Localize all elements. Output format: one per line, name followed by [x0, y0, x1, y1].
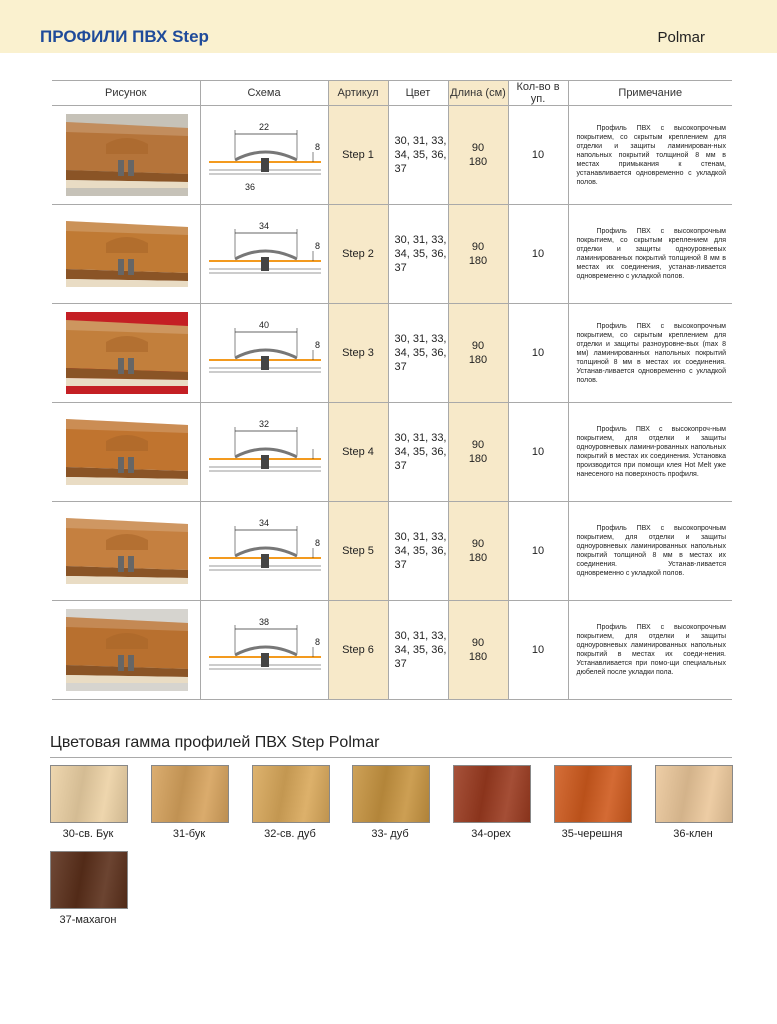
color-cell: [388, 601, 448, 700]
profile-schema-cell: [200, 106, 328, 205]
color-swatch-label: 35-черешня: [561, 828, 623, 840]
profile-schema-drawing: [205, 209, 325, 299]
color-cell: [388, 403, 448, 502]
article-cell: [328, 502, 388, 601]
note-text: Профиль ПВХ с высокопрочным покрытием, со скрытым креплением для отделки и защиты одноуровневых ламинированных покрытий толщиной 8 мм в местах их соединения, устанав-ливается одновременно с укладкой полов.: [576, 228, 726, 280]
color-cell: [388, 502, 448, 601]
color-codes-line: 37: [394, 460, 407, 472]
note-cell: [568, 106, 732, 205]
color-cell: [388, 304, 448, 403]
article-cell: [328, 205, 388, 304]
length-cell: [448, 205, 508, 304]
article-cell: [328, 403, 388, 502]
schema-dimension-label: 8: [314, 340, 320, 350]
color-codes-line: 37: [394, 559, 407, 571]
page-title: ПРОФИЛИ ПВХ Step: [40, 27, 209, 46]
article-value: Step 4: [342, 446, 374, 458]
length-value: 180: [468, 552, 488, 564]
color-codes-line: 34, 35, 36,: [394, 149, 447, 161]
color-swatch: [554, 765, 632, 823]
profile-picture-cell: [52, 205, 200, 304]
profile-schema-cell: [200, 403, 328, 502]
note-cell: [568, 601, 732, 700]
qty-value: 10: [531, 347, 545, 359]
schema-dimension-label: 38: [258, 617, 269, 627]
color-codes-line: 30, 31, 33,: [394, 333, 447, 345]
length-cell: [448, 304, 508, 403]
note-text: Профиль ПВХ с высокопроч-ным покрытием, для отделки и защиты одноуровневых ламини-рованных напольных покрытий в местах их соединения. Установка производится при помощи клея Hot Melt уже нанесеного на поверхность профиля.: [576, 426, 726, 478]
schema-dimension-label: 22: [258, 122, 269, 132]
color-codes-line: 37: [394, 361, 407, 373]
color-codes-line: 37: [394, 262, 407, 274]
schema-dimension-label: 36: [244, 182, 255, 192]
note-text: Профиль ПВХ с высокопрочным покрытием, для отделки и защиты одноуровневых ламинированных напольных покрытий в местах их соеди-нения. Устанавливается при помо-щи специальных дюбелей после укладки пола.: [576, 624, 726, 676]
color-swatch-label: 34-орех: [471, 828, 511, 840]
profile-schema-cell: [200, 502, 328, 601]
color-swatch: [252, 765, 330, 823]
color-codes-line: 34, 35, 36,: [394, 248, 447, 260]
profile-picture-cell: [52, 601, 200, 700]
schema-dimension-label: 34: [258, 221, 269, 231]
profile-photo: [66, 114, 188, 196]
note-cell: [568, 502, 732, 601]
qty-value: 10: [531, 149, 545, 161]
color-codes-line: 34, 35, 36,: [394, 545, 447, 557]
color-cell: [388, 106, 448, 205]
color-codes-line: 30, 31, 33,: [394, 531, 447, 543]
qty-cell: [508, 205, 568, 304]
color-swatch: [352, 765, 430, 823]
profile-schema-drawing: [205, 407, 325, 497]
color-swatch: [655, 765, 733, 823]
table-row: [52, 502, 732, 601]
article-cell: [328, 106, 388, 205]
profile-schema-drawing: [205, 605, 325, 695]
qty-cell: [508, 601, 568, 700]
length-cell: [448, 601, 508, 700]
note-cell: [568, 403, 732, 502]
schema-dimension-label: 8: [314, 637, 320, 647]
profile-picture-cell: [52, 106, 200, 205]
color-codes-line: 30, 31, 33,: [394, 630, 447, 642]
brand-name: Polmar: [657, 29, 705, 46]
profile-picture-cell: [52, 403, 200, 502]
article-value: Step 3: [342, 347, 374, 359]
profile-photo: [66, 609, 188, 691]
schema-dimension-label: 34: [258, 518, 269, 528]
profile-picture-cell: [52, 304, 200, 403]
schema-dimension-label: 32: [258, 419, 269, 429]
color-range-title: Цветовая гамма профилей ПВХ Step Polmar: [50, 734, 380, 751]
qty-cell: [508, 403, 568, 502]
length-value: 180: [468, 156, 488, 168]
color-swatch-label: 30-св. Бук: [62, 828, 114, 840]
divider: [50, 757, 732, 758]
qty-cell: [508, 502, 568, 601]
profile-photo: [66, 510, 188, 592]
color-swatch: [50, 851, 128, 909]
qty-value: 10: [531, 446, 545, 458]
article-cell: [328, 304, 388, 403]
profile-photo: [66, 213, 188, 295]
profile-schema-drawing: [205, 506, 325, 596]
color-cell: [388, 205, 448, 304]
color-codes-line: 34, 35, 36,: [394, 446, 447, 458]
color-swatch-label: 37-махагон: [59, 914, 117, 926]
column-header-picture: Рисунок: [52, 81, 200, 106]
profile-schema-cell: [200, 205, 328, 304]
column-header-length: Длина (см): [448, 81, 508, 106]
length-value: 90: [471, 142, 485, 154]
color-swatch-label: 36-клен: [673, 828, 713, 840]
column-header-note: Примечание: [568, 81, 732, 106]
article-cell: [328, 601, 388, 700]
length-value: 90: [471, 538, 485, 550]
color-swatch: [50, 765, 128, 823]
profile-schema-cell: [200, 601, 328, 700]
qty-value: 10: [531, 545, 545, 557]
table-row: [52, 106, 732, 205]
length-cell: [448, 403, 508, 502]
article-value: Step 1: [342, 149, 374, 161]
schema-dimension-label: 8: [314, 241, 320, 251]
schema-dimension-label: 8: [314, 142, 320, 152]
color-swatch: [151, 765, 229, 823]
length-value: 90: [471, 241, 485, 253]
note-cell: [568, 205, 732, 304]
qty-value: 10: [531, 644, 545, 656]
note-text: Профиль ПВХ с высокопрочным покрытием, со скрытым креплением для отделки и защиты разноуровне-вых (max 8 мм) ламинированных напольных покрытий толщиной 8 мм в местах их соединения. Устанав-ливается одновременно с укладкой полов.: [576, 322, 726, 384]
article-value: Step 6: [342, 644, 374, 656]
page-header: [0, 0, 777, 53]
qty-cell: [508, 106, 568, 205]
length-value: 90: [471, 340, 485, 352]
note-text: Профиль ПВХ с высокопрочным покрытием, для отделки и защиты одноуровневых ламинированных напольных покрытий толщиной 8 мм в местах их соединения. Устанав-ливается одновременно с укладкой полов.: [576, 525, 726, 577]
profile-photo: [66, 411, 188, 493]
table-row: [52, 601, 732, 700]
length-cell: [448, 106, 508, 205]
length-value: 90: [471, 637, 485, 649]
column-header-color: Цвет: [388, 81, 448, 106]
profile-picture-cell: [52, 502, 200, 601]
note-cell: [568, 304, 732, 403]
table-row: [52, 403, 732, 502]
column-header-schema: Схема: [200, 81, 328, 106]
color-codes-line: 37: [394, 658, 407, 670]
article-value: Step 5: [342, 545, 374, 557]
profile-schema-cell: [200, 304, 328, 403]
table-header-row: [52, 81, 732, 106]
profile-photo: [66, 312, 188, 394]
schema-dimension-label: 8: [314, 538, 320, 548]
profile-schema-drawing: [205, 110, 325, 200]
note-text: Профиль ПВХ с высокопрочным покрытием, со скрытым креплением для отделки и защиты ламинирован-ных напольных покрытий толщиной 8 мм в местах примыкания к стенам, устанавливается одновременно с укладкой полов.: [576, 124, 726, 186]
color-swatch: [453, 765, 531, 823]
column-header-article: Артикул: [328, 81, 388, 106]
length-cell: [448, 502, 508, 601]
length-value: 90: [471, 439, 485, 451]
length-value: 180: [468, 651, 488, 663]
color-swatch-label: 31-бук: [172, 828, 206, 840]
length-value: 180: [468, 354, 488, 366]
color-codes-line: 37: [394, 163, 407, 175]
profile-schema-drawing: [205, 308, 325, 398]
qty-cell: [508, 304, 568, 403]
column-header-qty: Кол-во в уп.: [508, 81, 568, 106]
color-codes-line: 30, 31, 33,: [394, 234, 447, 246]
color-swatch-label: 32-св. дуб: [264, 828, 316, 840]
color-codes-line: 34, 35, 36,: [394, 644, 447, 656]
color-codes-line: 34, 35, 36,: [394, 347, 447, 359]
article-value: Step 2: [342, 248, 374, 260]
table-row: [52, 304, 732, 403]
length-value: 180: [468, 255, 488, 267]
profiles-table: [52, 80, 732, 700]
color-swatch-label: 33- дуб: [371, 828, 409, 840]
table-row: [52, 205, 732, 304]
color-codes-line: 30, 31, 33,: [394, 135, 447, 147]
qty-value: 10: [531, 248, 545, 260]
length-value: 180: [468, 453, 488, 465]
schema-dimension-label: 40: [258, 320, 269, 330]
color-codes-line: 30, 31, 33,: [394, 432, 447, 444]
